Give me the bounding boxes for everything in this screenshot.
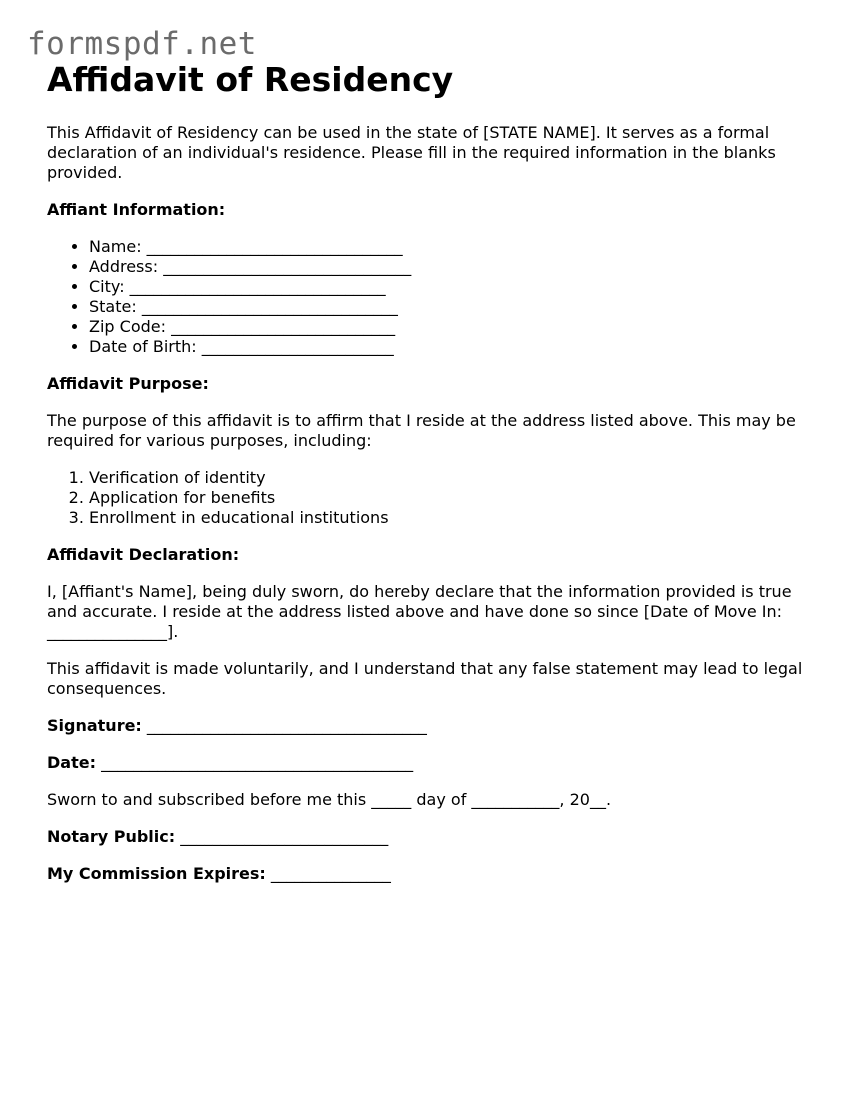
signature-label: Signature: bbox=[47, 716, 142, 735]
affiant-information-list bbox=[47, 237, 817, 357]
notary-label: Notary Public: bbox=[47, 827, 176, 846]
purpose-list bbox=[47, 468, 817, 528]
commission-blank: _______________ bbox=[270, 864, 391, 883]
watermark-text: formspdf.net bbox=[27, 26, 257, 62]
affiant-zip-field: • Zip Code: ____________________________ bbox=[89, 317, 817, 337]
affiant-state-field: • State: ________________________________ bbox=[89, 297, 817, 317]
notary-blank: __________________________ bbox=[180, 827, 389, 846]
document-page bbox=[47, 58, 817, 884]
purpose-item: 2. Application for benefits bbox=[89, 488, 817, 508]
purpose-item: 3. Enrollment in educational institutions bbox=[89, 508, 817, 528]
affiant-name-field: • Name: ________________________________ bbox=[89, 237, 817, 257]
declaration-paragraph: I, [Affiant's Name], being duly sworn, do hereby declare that the information provided is true and accurate. I reside at the address listed above and have done so since [Date of Move In: _______________]. bbox=[47, 582, 792, 641]
intro-paragraph: This Affidavit of Residency can be used in the state of [STATE NAME]. It serves as a formal declaration of an individual's residence. Please fill in the required information in the blanks provided. bbox=[47, 123, 776, 182]
date-line bbox=[47, 753, 817, 773]
affidavit-declaration-heading: Affidavit Declaration: bbox=[47, 545, 240, 564]
date-blank: _______________________________________ bbox=[101, 753, 414, 772]
affiant-city-field: • City: ________________________________ bbox=[89, 277, 817, 297]
commission-line bbox=[47, 864, 817, 884]
affiant-information-heading: Affiant Information: bbox=[47, 200, 226, 219]
signature-blank: ___________________________________ bbox=[146, 716, 427, 735]
signature-line bbox=[47, 716, 817, 736]
voluntary-paragraph: This affidavit is made voluntarily, and I understand that any false statement may lead to legal consequences. bbox=[47, 659, 803, 698]
date-label: Date: bbox=[47, 753, 96, 772]
affiant-address-field: • Address: _______________________________ bbox=[89, 257, 817, 277]
affiant-dob-field: • Date of Birth: ________________________ bbox=[89, 337, 817, 357]
commission-label: My Commission Expires: bbox=[47, 864, 266, 883]
sworn-statement: Sworn to and subscribed before me this _____ day of ___________, 20__. bbox=[47, 790, 612, 809]
purpose-paragraph: The purpose of this affidavit is to affirm that I reside at the address listed above. This may be required for various purposes, including: bbox=[47, 411, 796, 450]
purpose-item: 1. Verification of identity bbox=[89, 468, 817, 488]
notary-line bbox=[47, 827, 817, 847]
document-title: Affidavit of Residency bbox=[47, 60, 454, 99]
affidavit-purpose-heading: Affidavit Purpose: bbox=[47, 374, 209, 393]
